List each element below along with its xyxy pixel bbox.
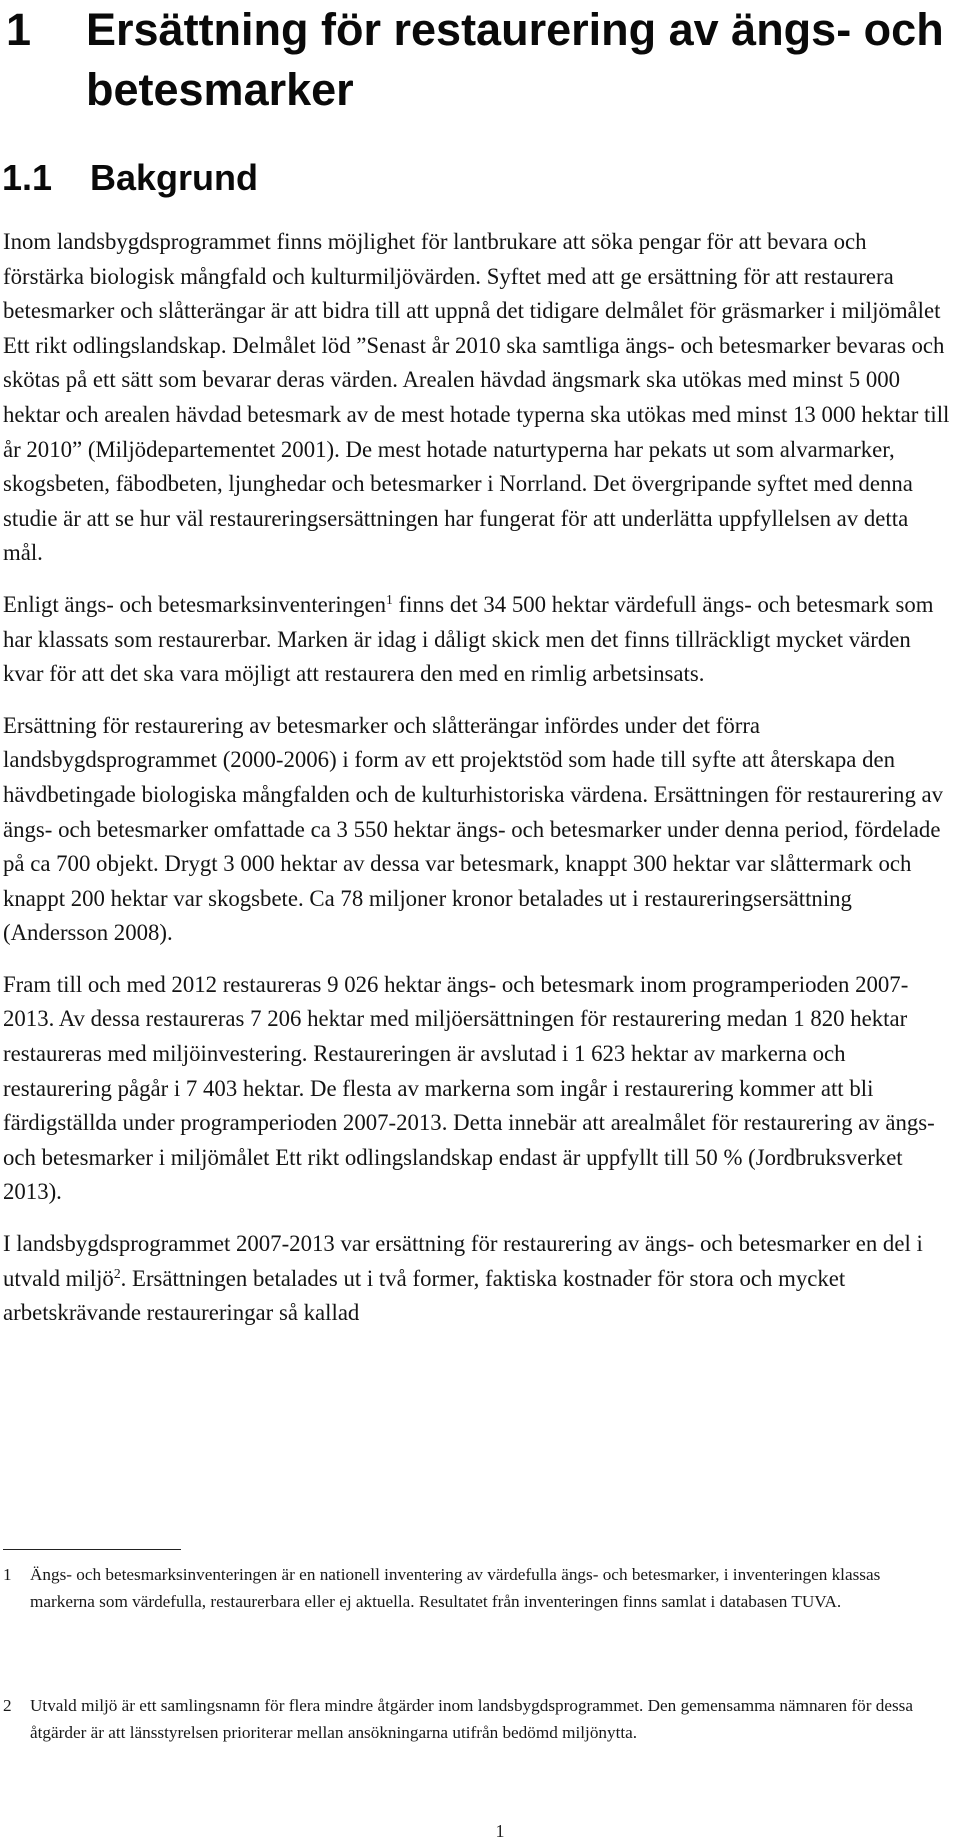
footnote [3, 1562, 933, 1615]
chapter-number: 1 [6, 4, 32, 55]
paragraph: Inom landsbygdsprogrammet finns möjlighet för lantbrukare att söka pengar för att bevara och förstärka biologisk mångfald och kulturmiljövärden. Syftet med att ge ersättning för att restaurera betesmarker och slåtterängar är att bidra till att uppnå det tidigare delmålet för gräsmarker i miljömålet Ett rikt odlingslandskap. Delmålet löd ”Senast år 2010 ska samtliga ängs- och betesmarker bevaras och skötas på ett sätt som bevarar deras värden. Arealen hävdad ängsmark ska utökas med minst 5 000 hektar och arealen hävdad betesmark av de mest hotade typerna ska utökas med minst 13 000 hektar till år 2010” (Miljödepartementet 2001). De mest hotade naturtyperna har pekats ut som alvarmarker, skogsbeten, fäbodbeten, ljunghedar och betesmarker i Norrland. Det övergripande syftet med denna studie är att se hur väl restaureringsersättningen har fungerat för att underlätta uppfyllelsen av detta mål. [3, 229, 950, 566]
footnote-number: 1 [3, 1565, 12, 1584]
paragraph: Fram till och med 2012 restaureras 9 026 hektar ängs- och betesmark inom programperioden 2007-2013. Av dessa restaureras 7 206 hektar med miljöersättningen för restaurering medan 1 820 hektar restaureras med miljöinvestering. Restaureringen är avslutad i 1 623 hektar av markerna och restaurering pågår i 7 403 hektar. De flesta av markerna som ingår i restaurering kommer att bli färdigställda under programperioden 2007-2013. Detta innebär att arealmålet för restaurering av ängs- och betesmarker i miljömålet Ett rikt odlingslandskap endast är uppfyllt till 50 % (Jordbruksverket 2013). [3, 971, 935, 1205]
footnote-separator [3, 1549, 181, 1550]
chapter-heading [6, 0, 956, 120]
section-title: Bakgrund [90, 157, 259, 198]
footnote-number: 2 [3, 1696, 12, 1715]
chapter-title: Ersättning för restaurering av ängs- och betesmarker [86, 4, 944, 115]
footnote-reference[interactable]: 2 [113, 1265, 121, 1281]
footnote-reference[interactable]: 1 [386, 591, 393, 607]
section-heading [2, 156, 902, 200]
paragraph: Ersättning för restaurering av betesmarker och slåtterängar infördes under det förra landsbygdsprogrammet (2000-2006) i form av ett projektstöd som hade till syfte att återskapa den hävdbetingade biologiska mångfalden och de kulturhistoriska värdena. Ersättningen för restaurering av ängs- och betesmarker omfattade ca 3 550 hektar ängs- och betesmarker under denna period, fördelade på ca 700 objekt. Drygt 3 000 hektar av dessa var betesmark, knappt 300 hektar var slåttermark och knappt 200 hektar var skogsbete. Ca 78 miljoner kronor betalades ut i restaureringsersättning (Andersson 2008). [3, 712, 944, 946]
page-number: 1 [495, 1821, 505, 1841]
section-number: 1.1 [2, 157, 53, 198]
footnote-text: Ängs- och betesmarksinventeringen är en nationell inventering av värdefulla ängs- och betesmarker, i inventeringen klassas markerna som värdefulla, restaurerbara eller ej aktuella. Resultatet från inventeringen finns samlat i databasen TUVA. [30, 1565, 881, 1611]
body-text [3, 225, 953, 1331]
paragraph: I landsbygdsprogrammet 2007-2013 var ersättning för restaurering av ängs- och betesmarker en del i utvald miljö$^2$. Ersättningen betalades ut i två former, faktiska kostnader för stora och mycket arbetskrävande restaureringar så kallad [3, 1231, 923, 1326]
paragraph: Enligt ängs- och betesmarksinventeringen$^1$ finns det 34 500 hektar värdefull ängs- och betesmark som har klassats som restaurerbar. Marken är idag i dåligt skick men det finns tillräckligt mycket värden kvar för att det ska vara möjligt att restaurera den med en rimlig arbetsinsats. [3, 591, 934, 687]
footnote [3, 1693, 933, 1746]
footnote-text: Utvald miljö är ett samlingsnamn för flera mindre åtgärder inom landsbygdsprogrammet. Den gemensamma nämnaren för dessa åtgärder är att länsstyrelsen prioriterar mellan ansökningarna utifrån bedömd miljönytta. [30, 1696, 913, 1742]
